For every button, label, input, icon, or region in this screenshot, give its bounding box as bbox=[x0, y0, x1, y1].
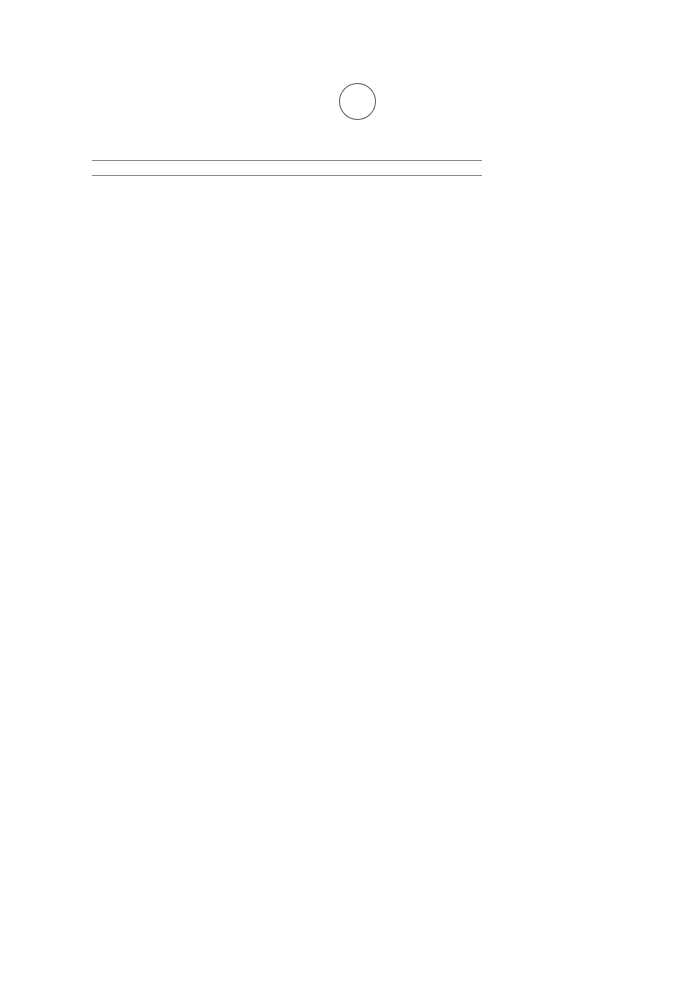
text-block bbox=[92, 135, 640, 194]
page-number-badge bbox=[339, 83, 376, 120]
section-heading bbox=[92, 160, 482, 176]
